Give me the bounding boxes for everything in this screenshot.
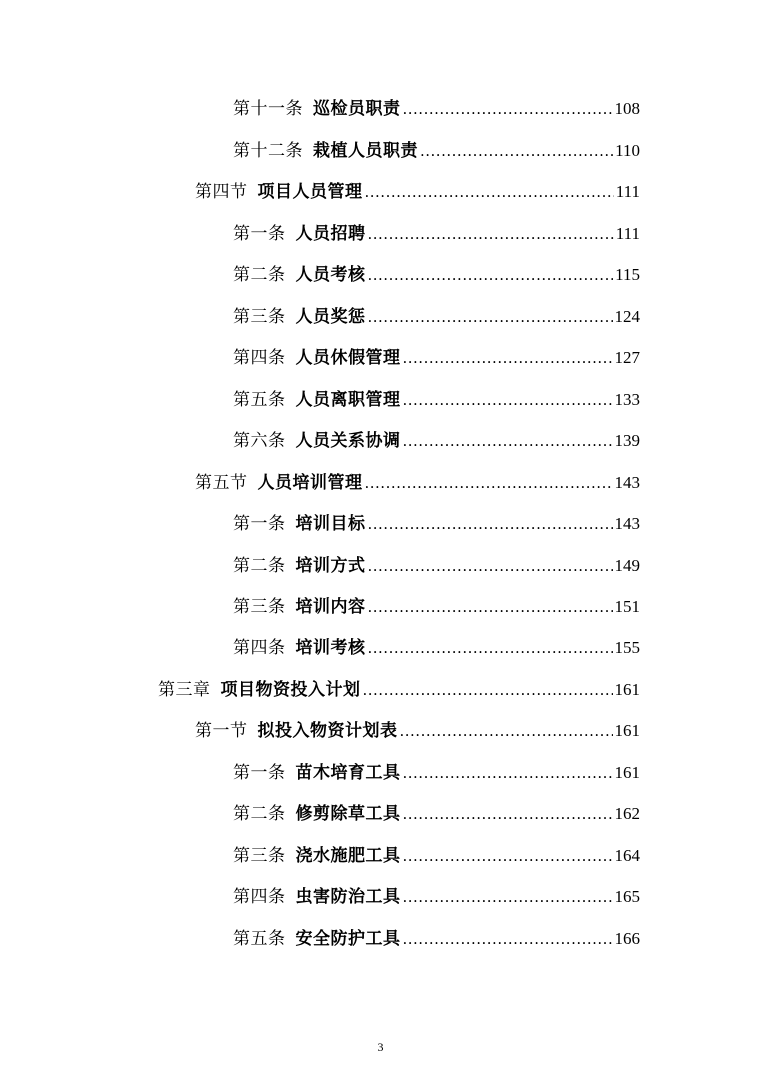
toc-entry-page: 115: [615, 265, 640, 284]
toc-entry-page: 162: [614, 804, 640, 823]
toc-entry-title: 人员离职管理: [295, 390, 401, 410]
toc-entry[interactable]: [233, 885, 640, 909]
toc-entry[interactable]: [233, 554, 640, 578]
toc-dot-leader: [368, 636, 613, 660]
toc-entry-label: 第十一条: [233, 99, 303, 119]
toc-entry-title: 培训方式: [295, 556, 366, 576]
toc-dot-leader: [403, 97, 613, 121]
toc-dot-leader: [365, 471, 613, 495]
toc-entry-page: 143: [614, 473, 640, 492]
toc-entry-label: 第五节: [195, 473, 248, 493]
toc-entry-label: 第一条: [233, 514, 286, 534]
toc-entry-title: 人员考核: [295, 265, 366, 285]
toc-entry-title: 人员关系协调: [295, 431, 401, 451]
toc-entry-title: 巡检员职责: [313, 99, 401, 119]
toc-entry[interactable]: [233, 139, 640, 163]
toc-dot-leader: [363, 678, 613, 702]
toc-entry-title: 修剪除草工具: [295, 804, 401, 824]
toc-entry-title: 项目物资投入计划: [220, 680, 361, 700]
toc-dot-leader: [403, 388, 613, 412]
toc-entry-label: 第四条: [233, 638, 286, 658]
toc-dot-leader: [368, 263, 614, 287]
toc-entry-page: 133: [614, 390, 640, 409]
toc-dot-leader: [420, 139, 613, 163]
toc-entry-title: 拟投入物资计划表: [257, 721, 398, 741]
toc-entry-label: 第四节: [195, 182, 248, 202]
toc-entry[interactable]: [233, 512, 640, 536]
toc-entry[interactable]: [233, 346, 640, 370]
toc-dot-leader: [403, 761, 613, 785]
toc-entry-label: 第一条: [233, 224, 286, 244]
toc-entry-page: 164: [614, 846, 640, 865]
toc-entry-title: 人员招聘: [295, 224, 366, 244]
toc-dot-leader: [403, 885, 613, 909]
toc-entry[interactable]: [158, 678, 640, 702]
toc-entry-label: 第五条: [233, 929, 286, 949]
toc-entry-label: 第三条: [233, 846, 286, 866]
toc-entry-title: 培训考核: [295, 638, 366, 658]
toc-entry-label: 第四条: [233, 887, 286, 907]
toc-entry-label: 第一节: [195, 721, 248, 741]
toc-entry[interactable]: [233, 636, 640, 660]
toc-entry-title: 人员培训管理: [257, 473, 363, 493]
toc-entry[interactable]: [233, 595, 640, 619]
toc-entry-label: 第一条: [233, 763, 286, 783]
page-number: 3: [377, 1040, 384, 1054]
toc-entry[interactable]: [233, 305, 640, 329]
toc-entry[interactable]: [233, 927, 640, 951]
toc-entry-title: 苗木培育工具: [295, 763, 401, 783]
toc-entry-label: 第二条: [233, 804, 286, 824]
toc-entry-label: 第三条: [233, 597, 286, 617]
toc-entry-title: 人员休假管理: [295, 348, 401, 368]
toc-entry-page: 143: [614, 514, 640, 533]
toc-dot-leader: [365, 180, 614, 204]
toc-entry-page: 161: [614, 680, 640, 699]
toc-dot-leader: [400, 719, 613, 743]
toc-entry-title: 栽植人员职责: [313, 141, 418, 161]
toc-entry-page: 161: [614, 763, 640, 782]
toc-entry-page: 108: [614, 99, 640, 118]
toc-entry-title: 培训内容: [295, 597, 366, 617]
toc-dot-leader: [403, 844, 613, 868]
toc-entry-title: 项目人员管理: [257, 182, 363, 202]
toc-entry[interactable]: [233, 388, 640, 412]
toc-entry-page: 139: [614, 431, 640, 450]
toc-entry-title: 人员奖惩: [295, 307, 366, 327]
toc-entry-page: 111: [615, 182, 640, 201]
toc-entry-page: 124: [614, 307, 640, 326]
toc-entry[interactable]: [233, 802, 640, 826]
toc-entry-label: 第二条: [233, 265, 286, 285]
toc-dot-leader: [403, 429, 613, 453]
toc-entry-title: 安全防护工具: [295, 929, 401, 949]
toc-entry[interactable]: [195, 471, 640, 495]
toc-entry-page: 166: [614, 929, 640, 948]
toc-entry-label: 第六条: [233, 431, 286, 451]
toc-entry-label: 第四条: [233, 348, 286, 368]
toc-entry-label: 第五条: [233, 390, 286, 410]
toc-entry-label: 第十二条: [233, 141, 303, 161]
toc-dot-leader: [368, 305, 613, 329]
toc-entry[interactable]: [233, 761, 640, 785]
toc-entry-label: 第三章: [158, 680, 211, 700]
toc-entry[interactable]: [233, 97, 640, 121]
toc-entry-title: 浇水施肥工具: [295, 846, 401, 866]
toc-entry-page: 165: [614, 887, 640, 906]
toc-entry-page: 110: [615, 141, 640, 160]
toc-entry[interactable]: [233, 222, 640, 246]
toc-entry-page: 127: [614, 348, 640, 367]
toc-dot-leader: [368, 512, 613, 536]
toc-entry-label: 第三条: [233, 307, 286, 327]
toc-entry-page: 151: [614, 597, 640, 616]
toc-dot-leader: [403, 802, 613, 826]
toc-entry[interactable]: [233, 429, 640, 453]
toc-entry-page: 111: [615, 224, 640, 243]
toc-entry-label: 第二条: [233, 556, 286, 576]
toc-entry[interactable]: [195, 719, 640, 743]
toc-dot-leader: [368, 595, 613, 619]
toc-dot-leader: [368, 554, 613, 578]
toc-dot-leader: [403, 346, 613, 370]
toc-entry-page: 161: [614, 721, 640, 740]
toc-dot-leader: [368, 222, 614, 246]
toc-entry[interactable]: [233, 844, 640, 868]
toc-entry[interactable]: [233, 263, 640, 287]
toc-entry-page: 149: [614, 556, 640, 575]
toc-entry-title: 虫害防治工具: [295, 887, 401, 907]
toc-entry-title: 培训目标: [295, 514, 366, 534]
toc-entry-page: 155: [614, 638, 640, 657]
toc-dot-leader: [403, 927, 613, 951]
toc-entry[interactable]: [195, 180, 640, 204]
